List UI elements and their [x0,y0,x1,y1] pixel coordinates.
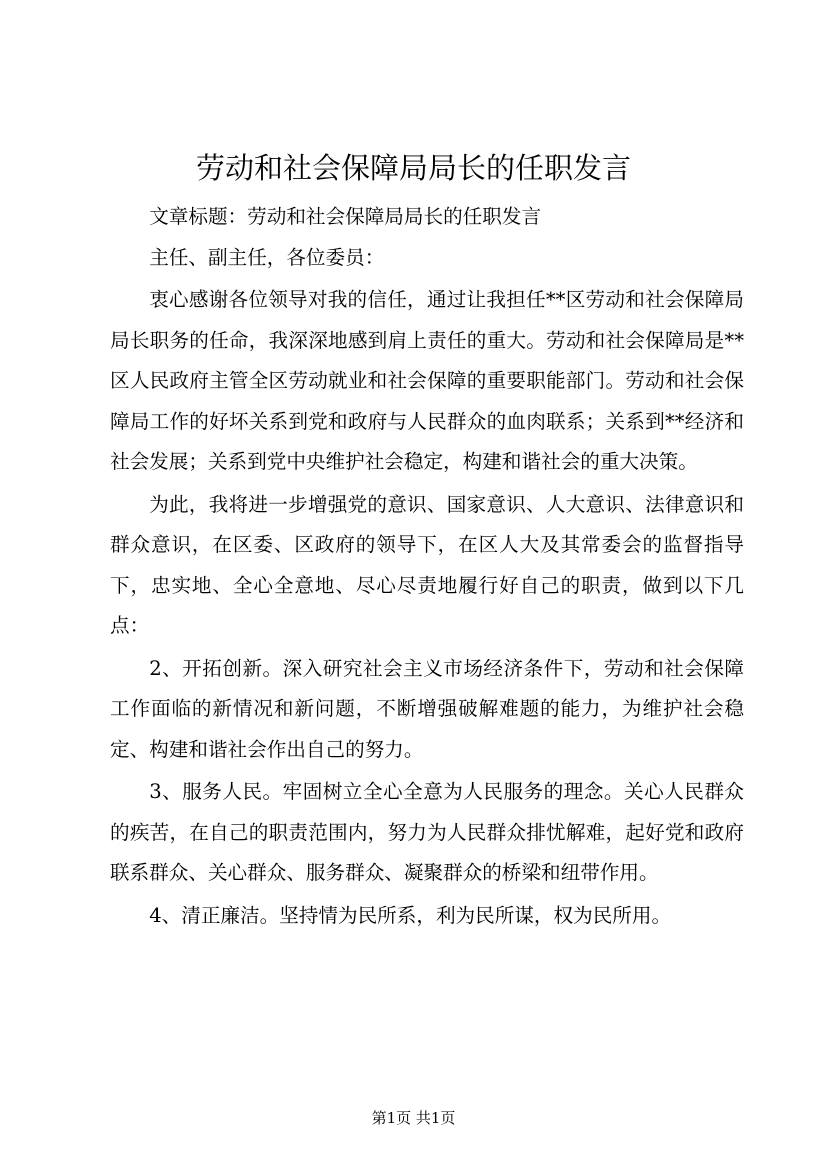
paragraph-point-4: 4、清正廉洁。坚持情为民所系，利为民所谋，权为民所用。 [149,903,672,927]
paragraph-gratitude: 衷心感谢各位领导对我的信任，通过让我担任**区劳动和社会保障局局长职务的任命，我深深地感到肩上责任的重大。劳动和社会保障局是**区人民政府主管全区劳动就业和社会保障的重要职能部门。劳动和社会保障局工作的好坏关系到党和政府与人民群众的血肉联系；关系到**经济和社会发展；关系到党中央维护社会稳定，构建和谐社会的重大决策。 [110,288,744,473]
article-title-line: 文章标题：劳动和社会保障局局长的任职发言 [149,205,542,228]
page-footer: 第1页 共1页 [371,1109,456,1127]
document-title: 劳动和社会保障局局长的任职发言 [195,151,631,185]
paragraph-point-2: 2、开拓创新。深入研究社会主义市场经济条件下，劳动和社会保障工作面临的新情况和新问题，不断增强破解难题的能力，为维护社会稳定、构建和谐社会作出自己的努力。 [110,656,744,761]
paragraph-point-3: 3、服务人民。牢固树立全心全意为人民服务的理念。关心人民群众的疾苦，在自己的职责范围内，努力为人民群众排忧解难，起好党和政府联系群众、关心群众、服务群众、凝聚群众的桥梁和纽带作用。 [110,780,744,884]
salutation: 主任、副主任，各位委员： [149,245,385,269]
paragraph-commitment: 为此，我将进一步增强党的意识、国家意识、人大意识、法律意识和群众意识，在区委、区政府的领导下，在区人大及其常委会的监督指导下，忠实地、全心全意地、尽心尽责地履行好自己的职责，做到以下几点： [110,492,744,637]
document-body [110,197,744,936]
